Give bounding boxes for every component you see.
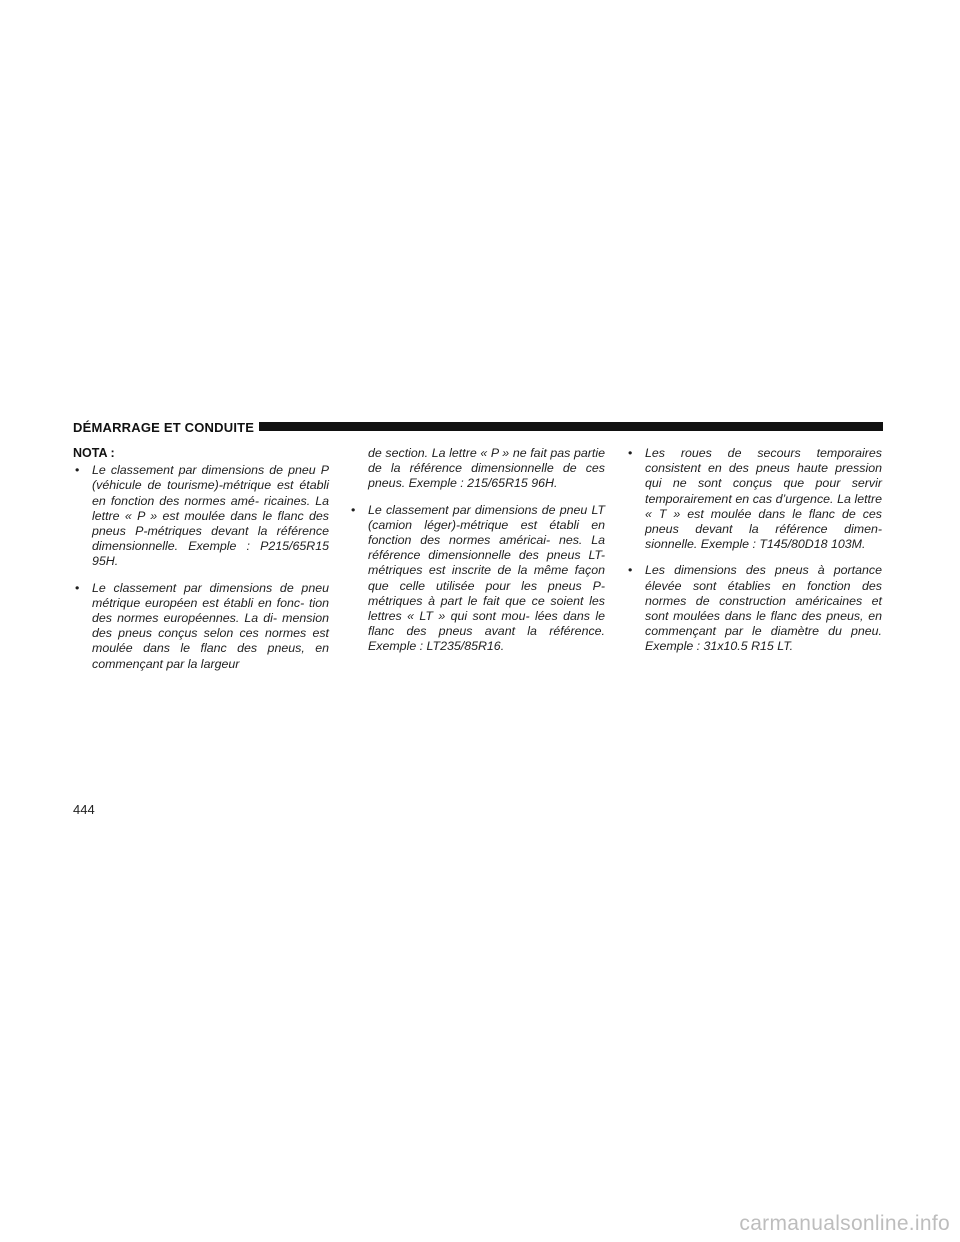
bullet-dot: • bbox=[75, 463, 80, 478]
watermark-link[interactable]: carmanualsonline.info bbox=[739, 1212, 950, 1235]
text-column-3 bbox=[626, 446, 882, 666]
bullet-dot: • bbox=[628, 446, 633, 460]
bullet-item bbox=[626, 446, 882, 552]
bullet-item bbox=[349, 503, 605, 655]
bullet-continuation: de section. La lettre « P » ne fait pas partie de la référence dimensionnelle de ces pneus. Exemple : 215/65R15 96H. bbox=[368, 446, 605, 491]
nota-heading: NOTA : bbox=[73, 446, 115, 460]
section-header bbox=[73, 416, 883, 438]
bullet-dot: • bbox=[628, 563, 633, 578]
text-column-1 bbox=[73, 446, 329, 683]
text-column-2 bbox=[349, 446, 605, 666]
bullet-item bbox=[73, 463, 329, 569]
bullet-text: Le classement par dimensions de pneu P (véhicule de tourisme)-métrique est établi en fonction des normes amé- ricaines. La lettre « P » est moulée dans le flanc des pneus P-métriques devant la référence dimensionnelle. Exemple : P215/65R15 95H. bbox=[92, 463, 329, 569]
bullet-text: Les dimensions des pneus à portance élevée sont établies en fonction des normes de construction américaines et sont moulées dans le flanc des pneus, en commençant par le diamètre du pneu. Exemple : 31x10.5 R15 LT. bbox=[645, 563, 882, 654]
bullet-item bbox=[73, 581, 329, 672]
page-number: 444 bbox=[73, 802, 95, 817]
bullet-item bbox=[626, 563, 882, 654]
section-title: DÉMARRAGE ET CONDUITE bbox=[73, 420, 255, 435]
bullet-text: Le classement par dimensions de pneu LT (camion léger)-métrique est établi en fonction des normes américai- nes. La référence dimensionnelle des pneus LT-métriques est inscrite de la même façon que celle utilisée pour les pneus P-métriques à part le fait que ce soient les lettres « LT » qui sont mou- lées dans le flanc des pneus avant la référence. Exemple : LT235/85R16. bbox=[368, 502, 605, 654]
section-header-bar bbox=[259, 422, 883, 431]
bullet-dot: • bbox=[351, 502, 356, 517]
bullet-text: Le classement par dimensions de pneu métrique européen est établi en fonc- tion des normes européennes. La di- mension des pneus conçus selon ces normes est moulée dans le flanc des pneus, en commençant par la largeur bbox=[92, 580, 329, 671]
bullet-dot: • bbox=[75, 580, 80, 595]
bullet-text: Les roues de secours temporaires consistent en des pneus haute pression qui ne sont conçus que pour servir temporairement en cas d’urgence. La lettre « T » est moulée dans le flanc de ces pneus devant la référence dimen- sionnelle. Exemple : T145/80D18 103M. bbox=[645, 446, 882, 552]
